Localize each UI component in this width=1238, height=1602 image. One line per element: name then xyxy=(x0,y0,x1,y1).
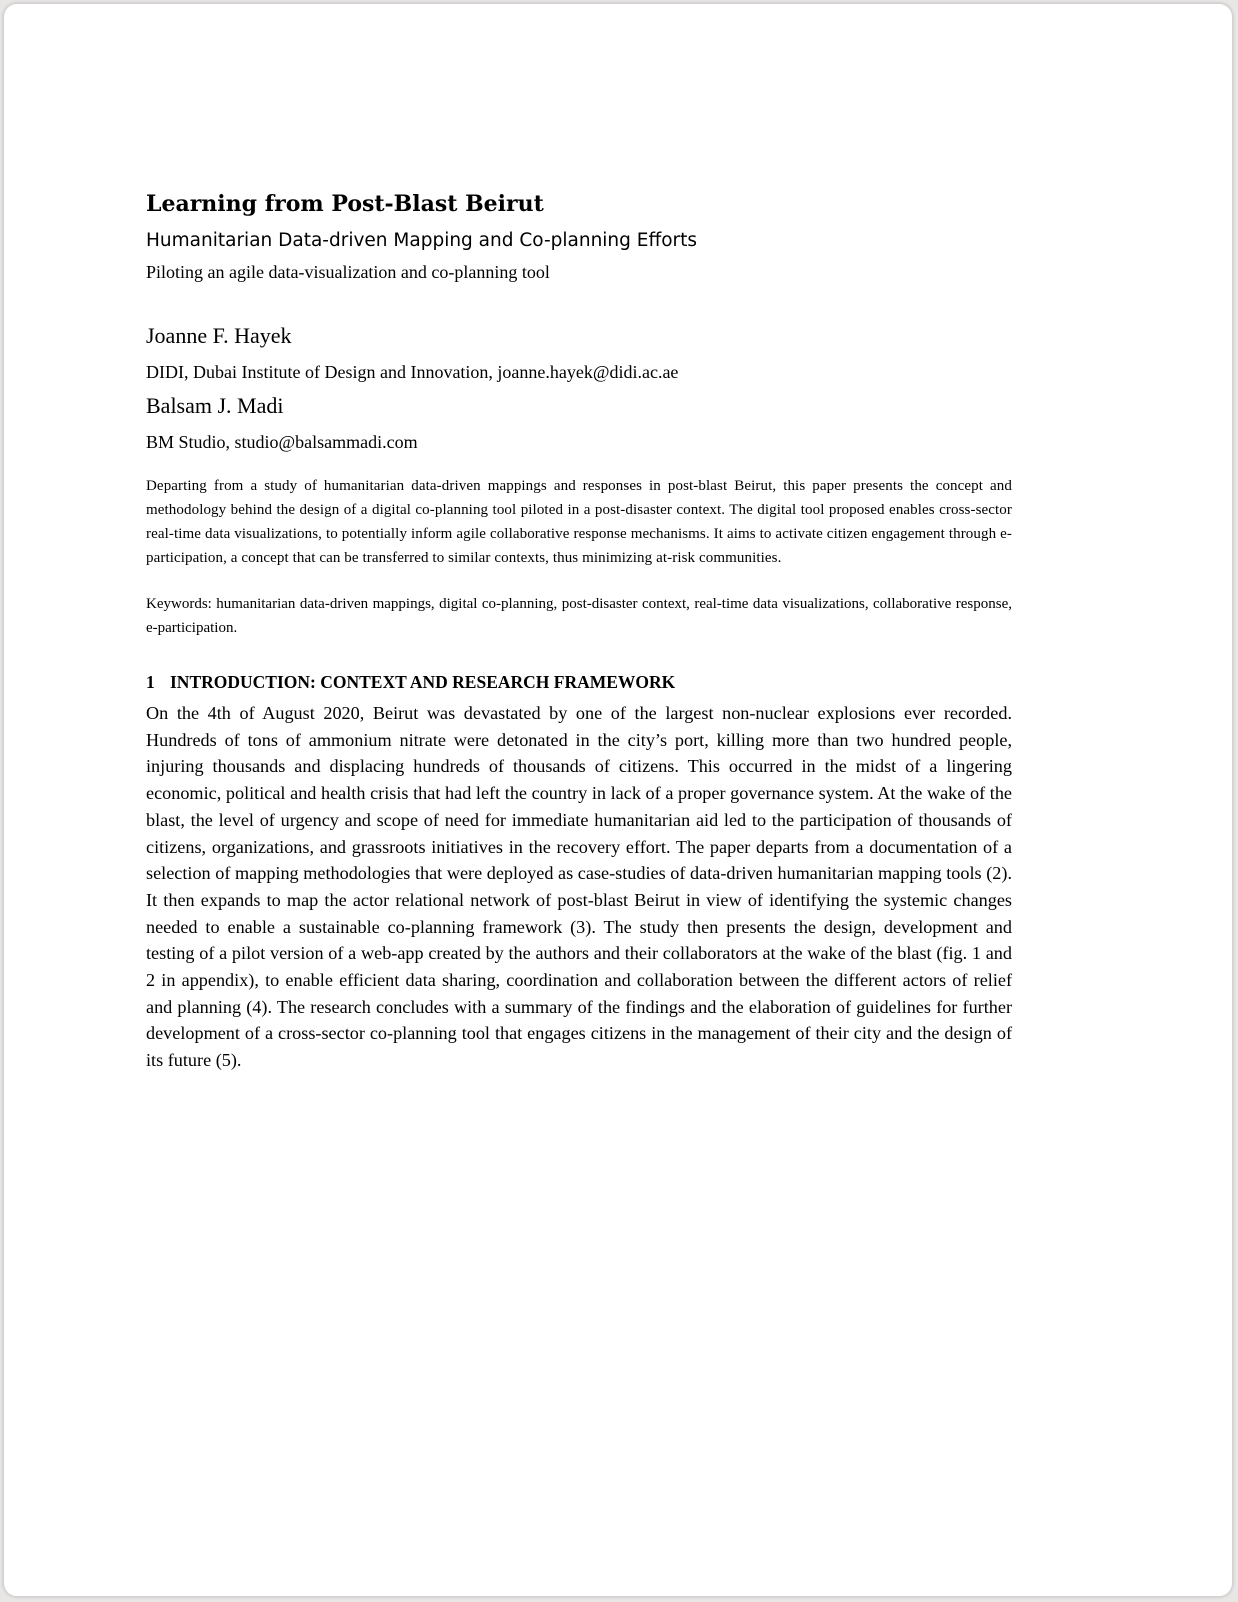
author-name: Joanne F. Hayek xyxy=(146,323,292,348)
section-heading xyxy=(146,670,1012,694)
section-title: INTRODUCTION: CONTEXT AND RESEARCH FRAMEWORK xyxy=(170,672,676,692)
section-body: On the 4th of August 2020, Beirut was devastated by one of the largest non-nuclear explosions ever recorded. Hundreds of tons of ammonium nitrate were detonated in the city’s port, killing more than two hundred people, injuring thousands and displacing hundreds of thousands of citizens. This occurred in the midst of a lingering economic, political and health crisis that had left the country in lack of a proper governance system. At the wake of the blast, the level of urgency and scope of need for immediate humanitarian aid led to the participation of thousands of citizens, organizations, and grassroots initiatives in the recovery effort. The paper departs from a documentation of a selection of mapping methodologies that were deployed as case-studies of data-driven humanitarian mapping tools (2). It then expands to map the actor relational network of post-blast Beirut in view of identifying the systemic changes needed to enable a sustainable co-planning framework (3). The study then presents the design, development and testing of a pilot version of a web-app created by the authors and their collaborators at the wake of the blast (fig. 1 and 2 in appendix), to enable efficient data sharing, coordination and collaboration between the different actors of relief and planning (4). The research concludes with a summary of the findings and the elaboration of guidelines for further development of a cross-sector co-planning tool that engages citizens in the management of their city and the design of its future (5). xyxy=(146,703,1012,1071)
paper-title: Learning from Post-Blast Beirut xyxy=(146,191,544,217)
author-name: Balsam J. Madi xyxy=(146,393,284,418)
abstract: Departing from a study of humanitarian data-driven mappings and responses in post-blast Beirut, this paper presents the concept and methodology behind the design of a digital co-planning tool piloted in a post-disaster context. The digital tool proposed enables cross-sector real-time data visualizations, to potentially inform agile collaborative response mechanisms. It aims to activate citizen engagement through e-participation, a concept that can be transferred to similar contexts, thus minimizing at-risk communities. xyxy=(146,478,1012,566)
paper-subtitle: Humanitarian Data-driven Mapping and Co-planning Efforts xyxy=(146,230,698,251)
author-affiliation: DIDI, Dubai Institute of Design and Innovation, joanne.hayek@didi.ac.ae xyxy=(146,362,679,382)
page-content xyxy=(146,190,1012,1092)
keywords: Keywords: humanitarian data-driven mappings, digital co-planning, post-disaster context, real-time data visualizations, collaborative response, e-participation. xyxy=(146,596,1012,636)
section-number: 1 xyxy=(146,672,155,692)
document-page xyxy=(3,3,1233,1597)
author-affiliation: BM Studio, studio@balsammadi.com xyxy=(146,432,418,452)
paper-subsubtitle: Piloting an agile data-visualization and co-planning tool xyxy=(146,262,550,282)
